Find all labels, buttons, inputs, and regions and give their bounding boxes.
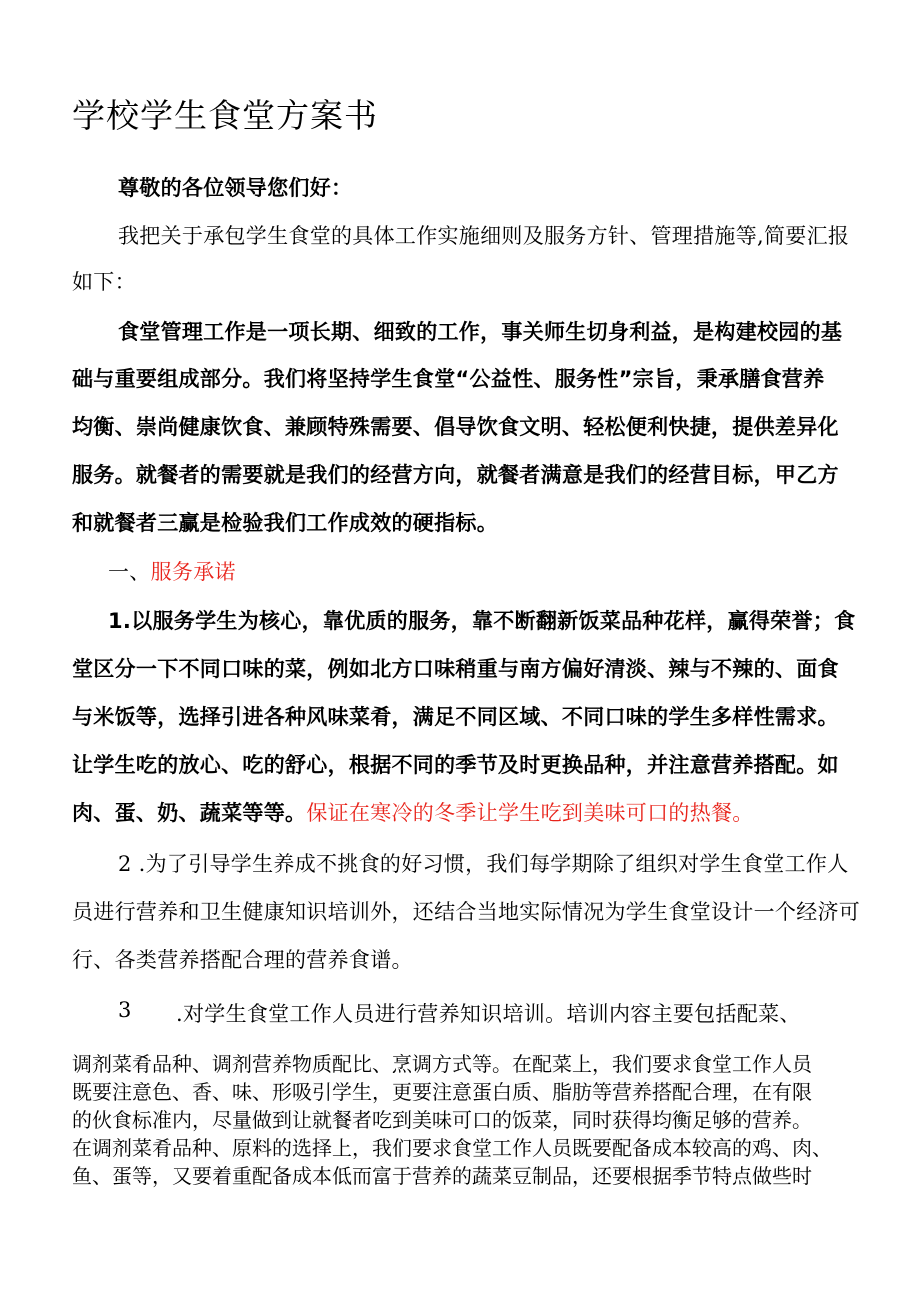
- item1-line: [72, 797, 754, 827]
- intro-line: 我把关于承包学生食堂的具体工作实施细则及服务方针、管理措施等,简要汇报: [118, 224, 850, 248]
- item1-line: 与米饭等，选择引进各种风味菜肴，满足不同区域、不同口味的学生多样性需求。: [72, 705, 839, 729]
- item2-line: 员进行营养和卫生健康知识培训外，还结合当地实际情况为学生食堂设计一个经济可: [72, 900, 861, 924]
- principles-line: 服务。就餐者的需要就是我们的经营方向，就餐者满意是我们的经营目标，甲乙方: [72, 463, 839, 487]
- principles-line: 食堂管理工作是一项长期、细致的工作，事关师生切身利益，是构建校园的基: [118, 320, 843, 344]
- item3-line: 的伙食标准内，尽量做到让就餐者吃到美味可口的饭菜，同时获得均衡足够的营养。: [72, 1108, 812, 1132]
- principles-line: 和就餐者三赢是检验我们工作成效的硬指标。: [72, 511, 498, 535]
- item1-last-black: 肉、蛋、奶、蔬菜等等。: [72, 801, 307, 825]
- item1-last-red: 保证在寒冷的冬季让学生吃到美味可口的热餐。: [306, 801, 754, 825]
- item1-line: 让学生吃的放心、吃的舒心，根据不同的季节及时更换品种，并注意营养搭配。如: [72, 753, 839, 777]
- item3-line: 调剂菜肴品种、调剂营养物质配比、烹调方式等。在配菜上，我们要求食堂工作人员: [72, 1052, 812, 1076]
- document-title: 学校学生食堂方案书: [72, 96, 378, 135]
- section-title: 服务承诺: [150, 560, 236, 584]
- item3-line: 既要注意色、香、味、形吸引学生，更要注意蛋白质、脂肪等营养搭配合理，在有限: [72, 1080, 812, 1104]
- item3-first-line: .对学生食堂工作人员进行营养知识培训。培训内容主要包括配菜、: [176, 1002, 801, 1026]
- item3-line: 鱼、蛋等，又要着重配备成本低而富于营养的蔬菜豆制品，还要根据季节特点做些时: [72, 1164, 812, 1188]
- section-number: 一、: [108, 560, 151, 584]
- principles-line: 础与重要组成部分。我们将坚持学生食堂“公益性、服务性”宗旨，秉承膳食营养: [72, 367, 825, 391]
- intro-line: 如下：: [72, 270, 136, 294]
- item1-line: 堂区分一下不同口味的菜，例如北方口味稍重与南方偏好清淡、辣与不辣的、面食: [72, 657, 839, 681]
- principles-line: 均衡、崇尚健康饮食、兼顾特殊需要、倡导饮食文明、轻松便利快捷，提供差异化: [72, 415, 839, 439]
- item2-line: 行、各类营养搭配合理的营养食谱。: [72, 948, 413, 972]
- item2-line: 2 .为了引导学生养成不挑食的好习惯，我们每学期除了组织对学生食堂工作人: [118, 852, 849, 876]
- greeting: 尊敬的各位领导您们好：: [118, 176, 353, 200]
- item3-number: 3: [118, 998, 132, 1022]
- item1-line: 1.以服务学生为核心，靠优质的服务，靠不断翻新饭菜品种花样，赢得荣誉；食: [108, 609, 856, 633]
- section-heading: [108, 556, 236, 586]
- item3-line: 在调剂菜肴品种、原料的选择上，我们要求食堂工作人员既要配备成本较高的鸡、肉、: [72, 1136, 832, 1160]
